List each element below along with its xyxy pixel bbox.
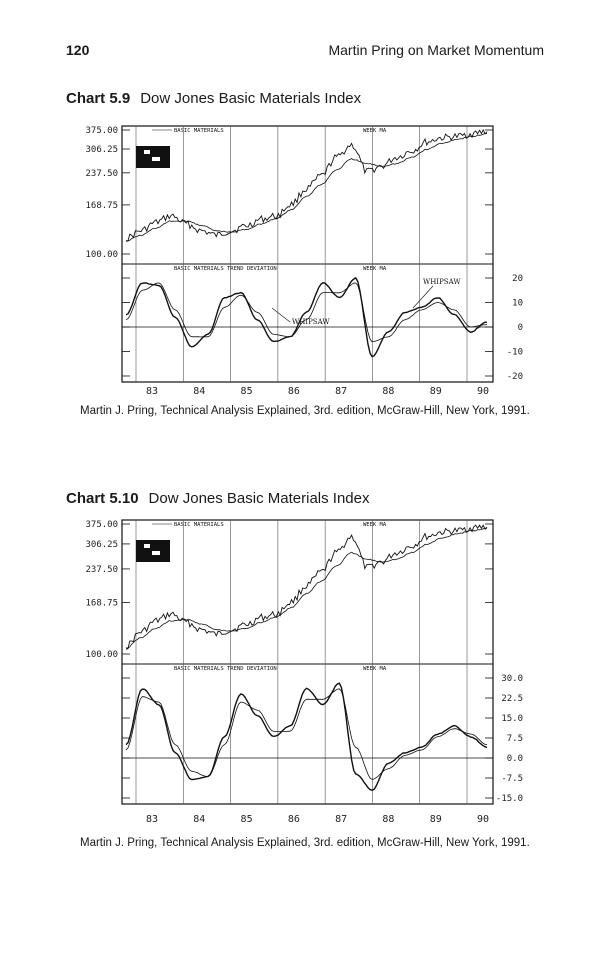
y-tick-label: 22.5 [501, 694, 523, 704]
chart-5-9-caption: Martin J. Pring, Technical Analysis Explained, 3rd. edition, McGraw-Hill, New York, 1991. [80, 405, 530, 417]
deviation-ma-line [126, 689, 487, 780]
lower-panel-label: BASIC MATERIALS TREND DEVIATION [174, 266, 277, 272]
chart-5-10-caption: Martin J. Pring, Technical Analysis Explained, 3rd. edition, McGraw-Hill, New York, 1991. [80, 837, 530, 849]
y-tick-label: 7.5 [506, 734, 523, 744]
x-tick-label: 83 [145, 386, 159, 397]
lower-ma-label: WEEK MA [363, 666, 387, 672]
chart-1 [122, 126, 493, 382]
upper-panel-label: BASIC MATERIALS [174, 522, 224, 528]
y-tick-label: -7.5 [501, 774, 523, 784]
chart-heading: Dow Jones Basic Materials Index [148, 490, 370, 507]
y-tick-label: 100.00 [85, 250, 118, 260]
annotation-pointer [413, 286, 433, 308]
y-tick-label: -20 [506, 372, 523, 382]
x-tick-label: 85 [240, 386, 253, 397]
y-tick-label: -15.0 [495, 794, 523, 804]
chart-frame [122, 126, 493, 382]
chart-heading: Dow Jones Basic Materials Index [140, 90, 362, 107]
y-tick-label: 168.75 [85, 598, 118, 609]
y-tick-label: 237.50 [85, 564, 118, 575]
y-tick-label: 100.00 [85, 650, 118, 660]
chart-2 [122, 520, 493, 804]
y-tick-label: -10 [506, 347, 523, 358]
dji-logo-icon [136, 146, 170, 168]
y-tick-label: 0 [517, 323, 523, 333]
x-tick-label: 84 [193, 386, 206, 397]
y-tick-label: 30.0 [501, 674, 523, 684]
x-tick-label: 85 [240, 814, 253, 825]
chart-label: Chart 5.10 [66, 490, 139, 507]
upper-ma-label: WEEK MA [363, 522, 387, 528]
y-tick-label: 375.00 [85, 520, 118, 530]
whipsaw-annotation: WHIPSAW [292, 318, 330, 326]
x-tick-label: 90 [476, 814, 490, 825]
y-tick-label: 237.50 [85, 168, 118, 179]
moving-average-line [126, 134, 487, 241]
x-tick-label: 89 [429, 386, 442, 397]
y-tick-label: 168.75 [85, 200, 118, 211]
x-tick-label: 83 [145, 814, 159, 825]
y-tick-label: 375.00 [85, 126, 118, 136]
y-tick-label: 20 [512, 274, 523, 284]
dji-logo-icon [136, 540, 170, 562]
whipsaw-annotation: WHIPSAW [423, 278, 461, 286]
x-tick-label: 87 [335, 814, 348, 825]
chart-frame [122, 520, 493, 804]
x-tick-label: 88 [382, 386, 395, 397]
y-tick-label: 0.0 [506, 754, 523, 764]
lower-panel-label: BASIC MATERIALS TREND DEVIATION [174, 666, 277, 672]
x-tick-label: 89 [429, 814, 442, 825]
upper-ma-label: WEEK MA [363, 128, 387, 134]
x-tick-label: 86 [287, 386, 300, 397]
page-number: 120 [66, 42, 90, 58]
upper-panel-label: BASIC MATERIALS [174, 128, 224, 134]
x-tick-label: 88 [382, 814, 395, 825]
y-tick-label: 10 [512, 298, 523, 309]
annotation-pointer [272, 308, 290, 322]
lower-ma-label: WEEK MA [363, 266, 387, 272]
x-tick-label: 86 [287, 814, 300, 825]
running-title: Martin Pring on Market Momentum [328, 42, 544, 58]
y-tick-label: 306.25 [85, 539, 118, 550]
x-tick-label: 84 [193, 814, 206, 825]
index-line [126, 525, 487, 649]
y-tick-label: 15.0 [501, 714, 523, 724]
x-tick-label: 90 [476, 386, 490, 397]
index-line [126, 130, 487, 241]
x-tick-label: 87 [335, 386, 348, 397]
y-tick-label: 306.25 [85, 144, 118, 155]
chart-label: Chart 5.9 [66, 90, 131, 107]
